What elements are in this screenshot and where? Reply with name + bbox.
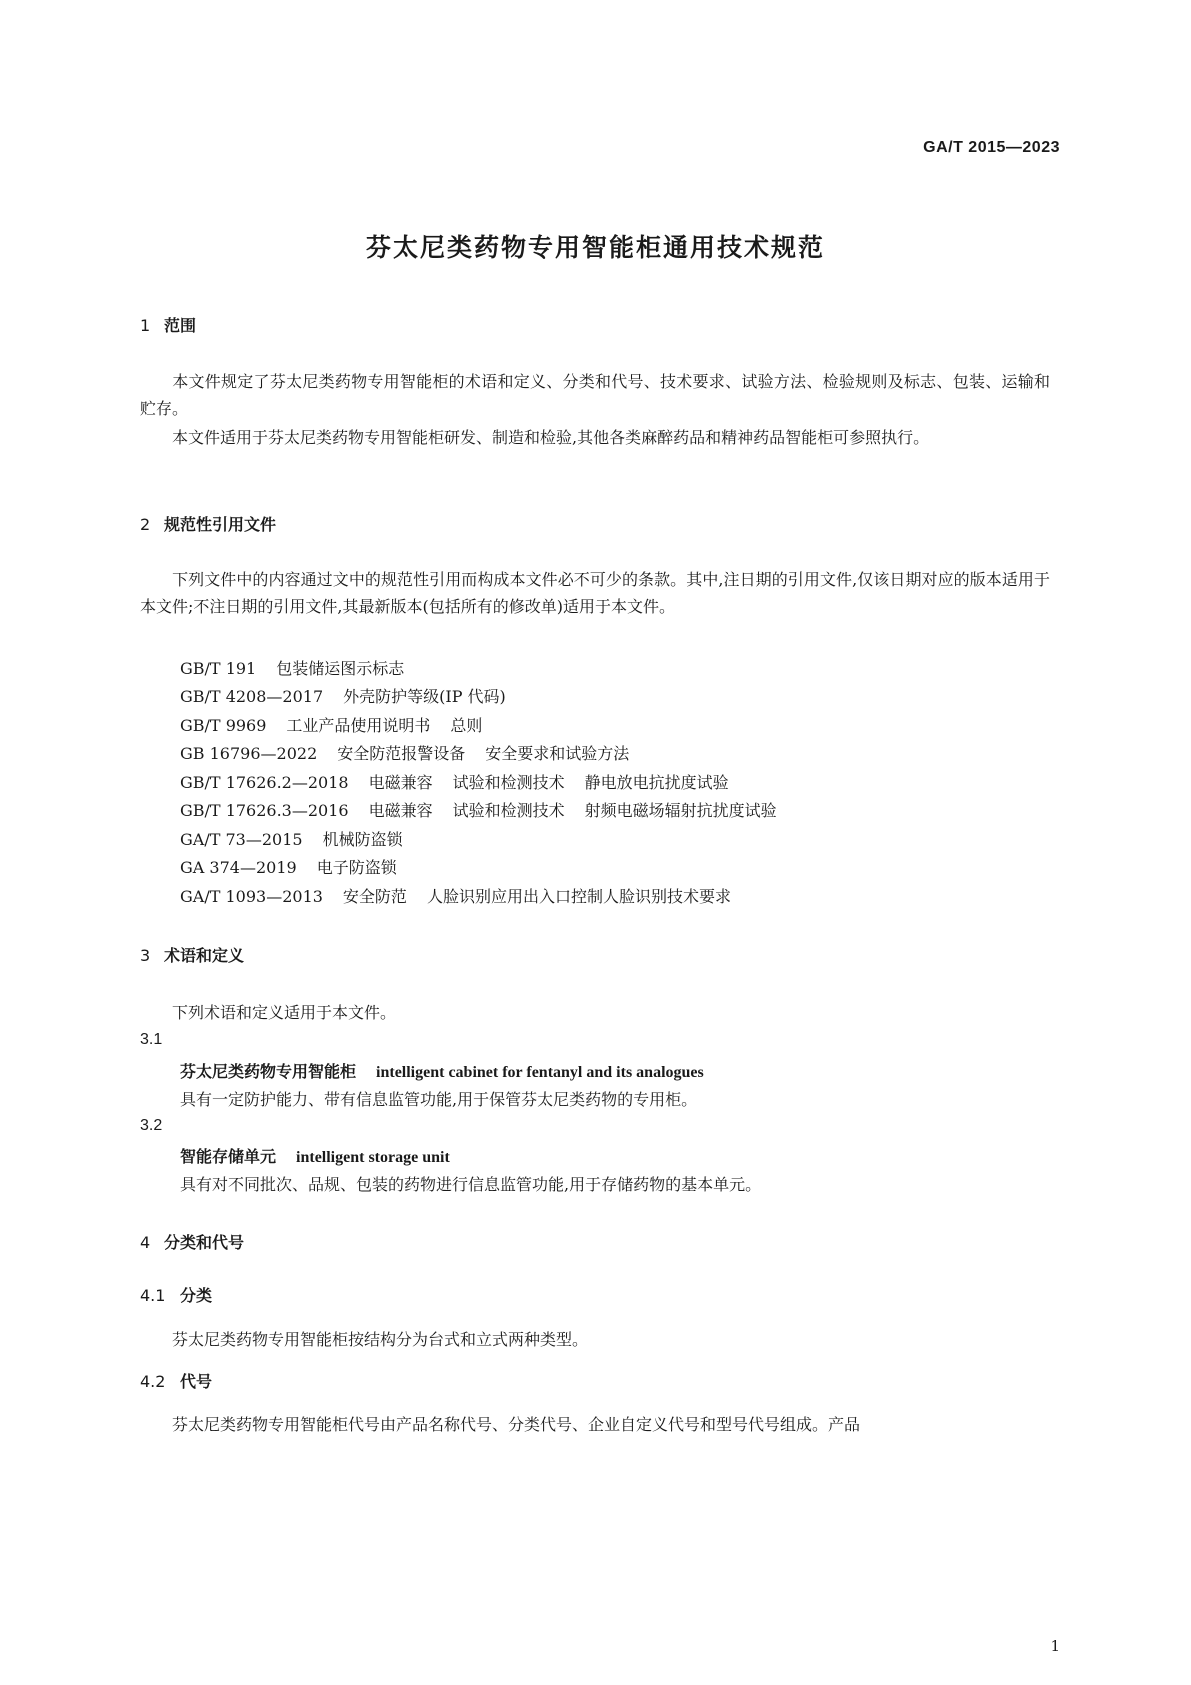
page-title: 芬太尼类药物专用智能柜通用技术规范 <box>365 233 825 262</box>
reference-item: GB/T 4208—2017 外壳防护等级(IP 代码) <box>180 687 506 706</box>
reference-item: GB/T 9969 工业产品使用说明书 总则 <box>180 716 483 735</box>
reference-item: GB/T 17626.2—2018 电磁兼容 试验和检测技术 静电放电抗扰度试验 <box>180 773 729 792</box>
section-number: 1 <box>140 316 151 335</box>
section-4-heading <box>140 1230 244 1253</box>
section-3-paragraph-1: 下列术语和定义适用于本文件。 <box>172 1003 397 1022</box>
reference-item: GB 16796—2022 安全防范报警设备 安全要求和试验方法 <box>180 744 630 763</box>
section-number: 3 <box>140 946 151 965</box>
section-number: 2 <box>140 515 151 534</box>
term-name: 芬太尼类药物专用智能柜 intelligent cabinet for fentanyl and its analogues <box>180 1062 704 1081</box>
section-title: 分类 <box>180 1286 213 1305</box>
term-number: 3.1 <box>140 1031 163 1048</box>
term-definition: 具有一定防护能力、带有信息监管功能,用于保管芬太尼类药物的专用柜。 <box>180 1090 698 1109</box>
reference-item: GA 374—2019 电子防盗锁 <box>180 858 397 877</box>
standard-code: GA/T 2015—2023 <box>923 139 1060 156</box>
section-number: 4.2 <box>140 1372 166 1391</box>
section-title: 术语和定义 <box>164 946 245 965</box>
section-title: 规范性引用文件 <box>164 515 277 534</box>
term-definition: 具有对不同批次、品规、包装的药物进行信息监管功能,用于存储药物的基本单元。 <box>180 1175 762 1194</box>
term-number: 3.2 <box>140 1117 163 1134</box>
section-1-paragraph-1: 本文件规定了芬太尼类药物专用智能柜的术语和定义、分类和代号、技术要求、试验方法、检验规则及标志、包装、运输和贮存。 <box>140 372 1050 418</box>
section-title: 分类和代号 <box>164 1233 245 1252</box>
page-number: 1 <box>1050 1637 1060 1655</box>
section-title: 范围 <box>164 316 197 335</box>
reference-item: GB/T 191 包装储运图示标志 <box>180 659 405 678</box>
section-title: 代号 <box>180 1372 213 1391</box>
section-number: 4 <box>140 1233 151 1252</box>
section-4-1-paragraph: 芬太尼类药物专用智能柜按结构分为台式和立式两种类型。 <box>172 1330 589 1349</box>
section-1-paragraph-2: 本文件适用于芬太尼类药物专用智能柜研发、制造和检验,其他各类麻醉药品和精神药品智能柜可参照执行。 <box>172 428 930 447</box>
reference-item: GA/T 1093—2013 安全防范 人脸识别应用出入口控制人脸识别技术要求 <box>180 887 731 906</box>
section-4-1-heading <box>140 1283 212 1306</box>
section-4-2-heading <box>140 1369 212 1392</box>
reference-item: GA/T 73—2015 机械防盗锁 <box>180 830 403 849</box>
section-3-heading <box>140 943 244 966</box>
reference-item: GB/T 17626.3—2016 电磁兼容 试验和检测技术 射频电磁场辐射抗扰度试验 <box>180 801 777 820</box>
section-2-paragraph-1: 下列文件中的内容通过文中的规范性引用而构成本文件必不可少的条款。其中,注日期的引用文件,仅该日期对应的版本适用于本文件;不注日期的引用文件,其最新版本(包括所有的修改单)适用于本文件。 <box>140 570 1050 616</box>
section-2-heading <box>140 512 276 535</box>
term-name: 智能存储单元 intelligent storage unit <box>180 1147 450 1166</box>
section-1-heading <box>140 313 196 336</box>
section-number: 4.1 <box>140 1286 166 1305</box>
section-4-2-paragraph: 芬太尼类药物专用智能柜代号由产品名称代号、分类代号、企业自定义代号和型号代号组成。产品 <box>172 1415 861 1434</box>
